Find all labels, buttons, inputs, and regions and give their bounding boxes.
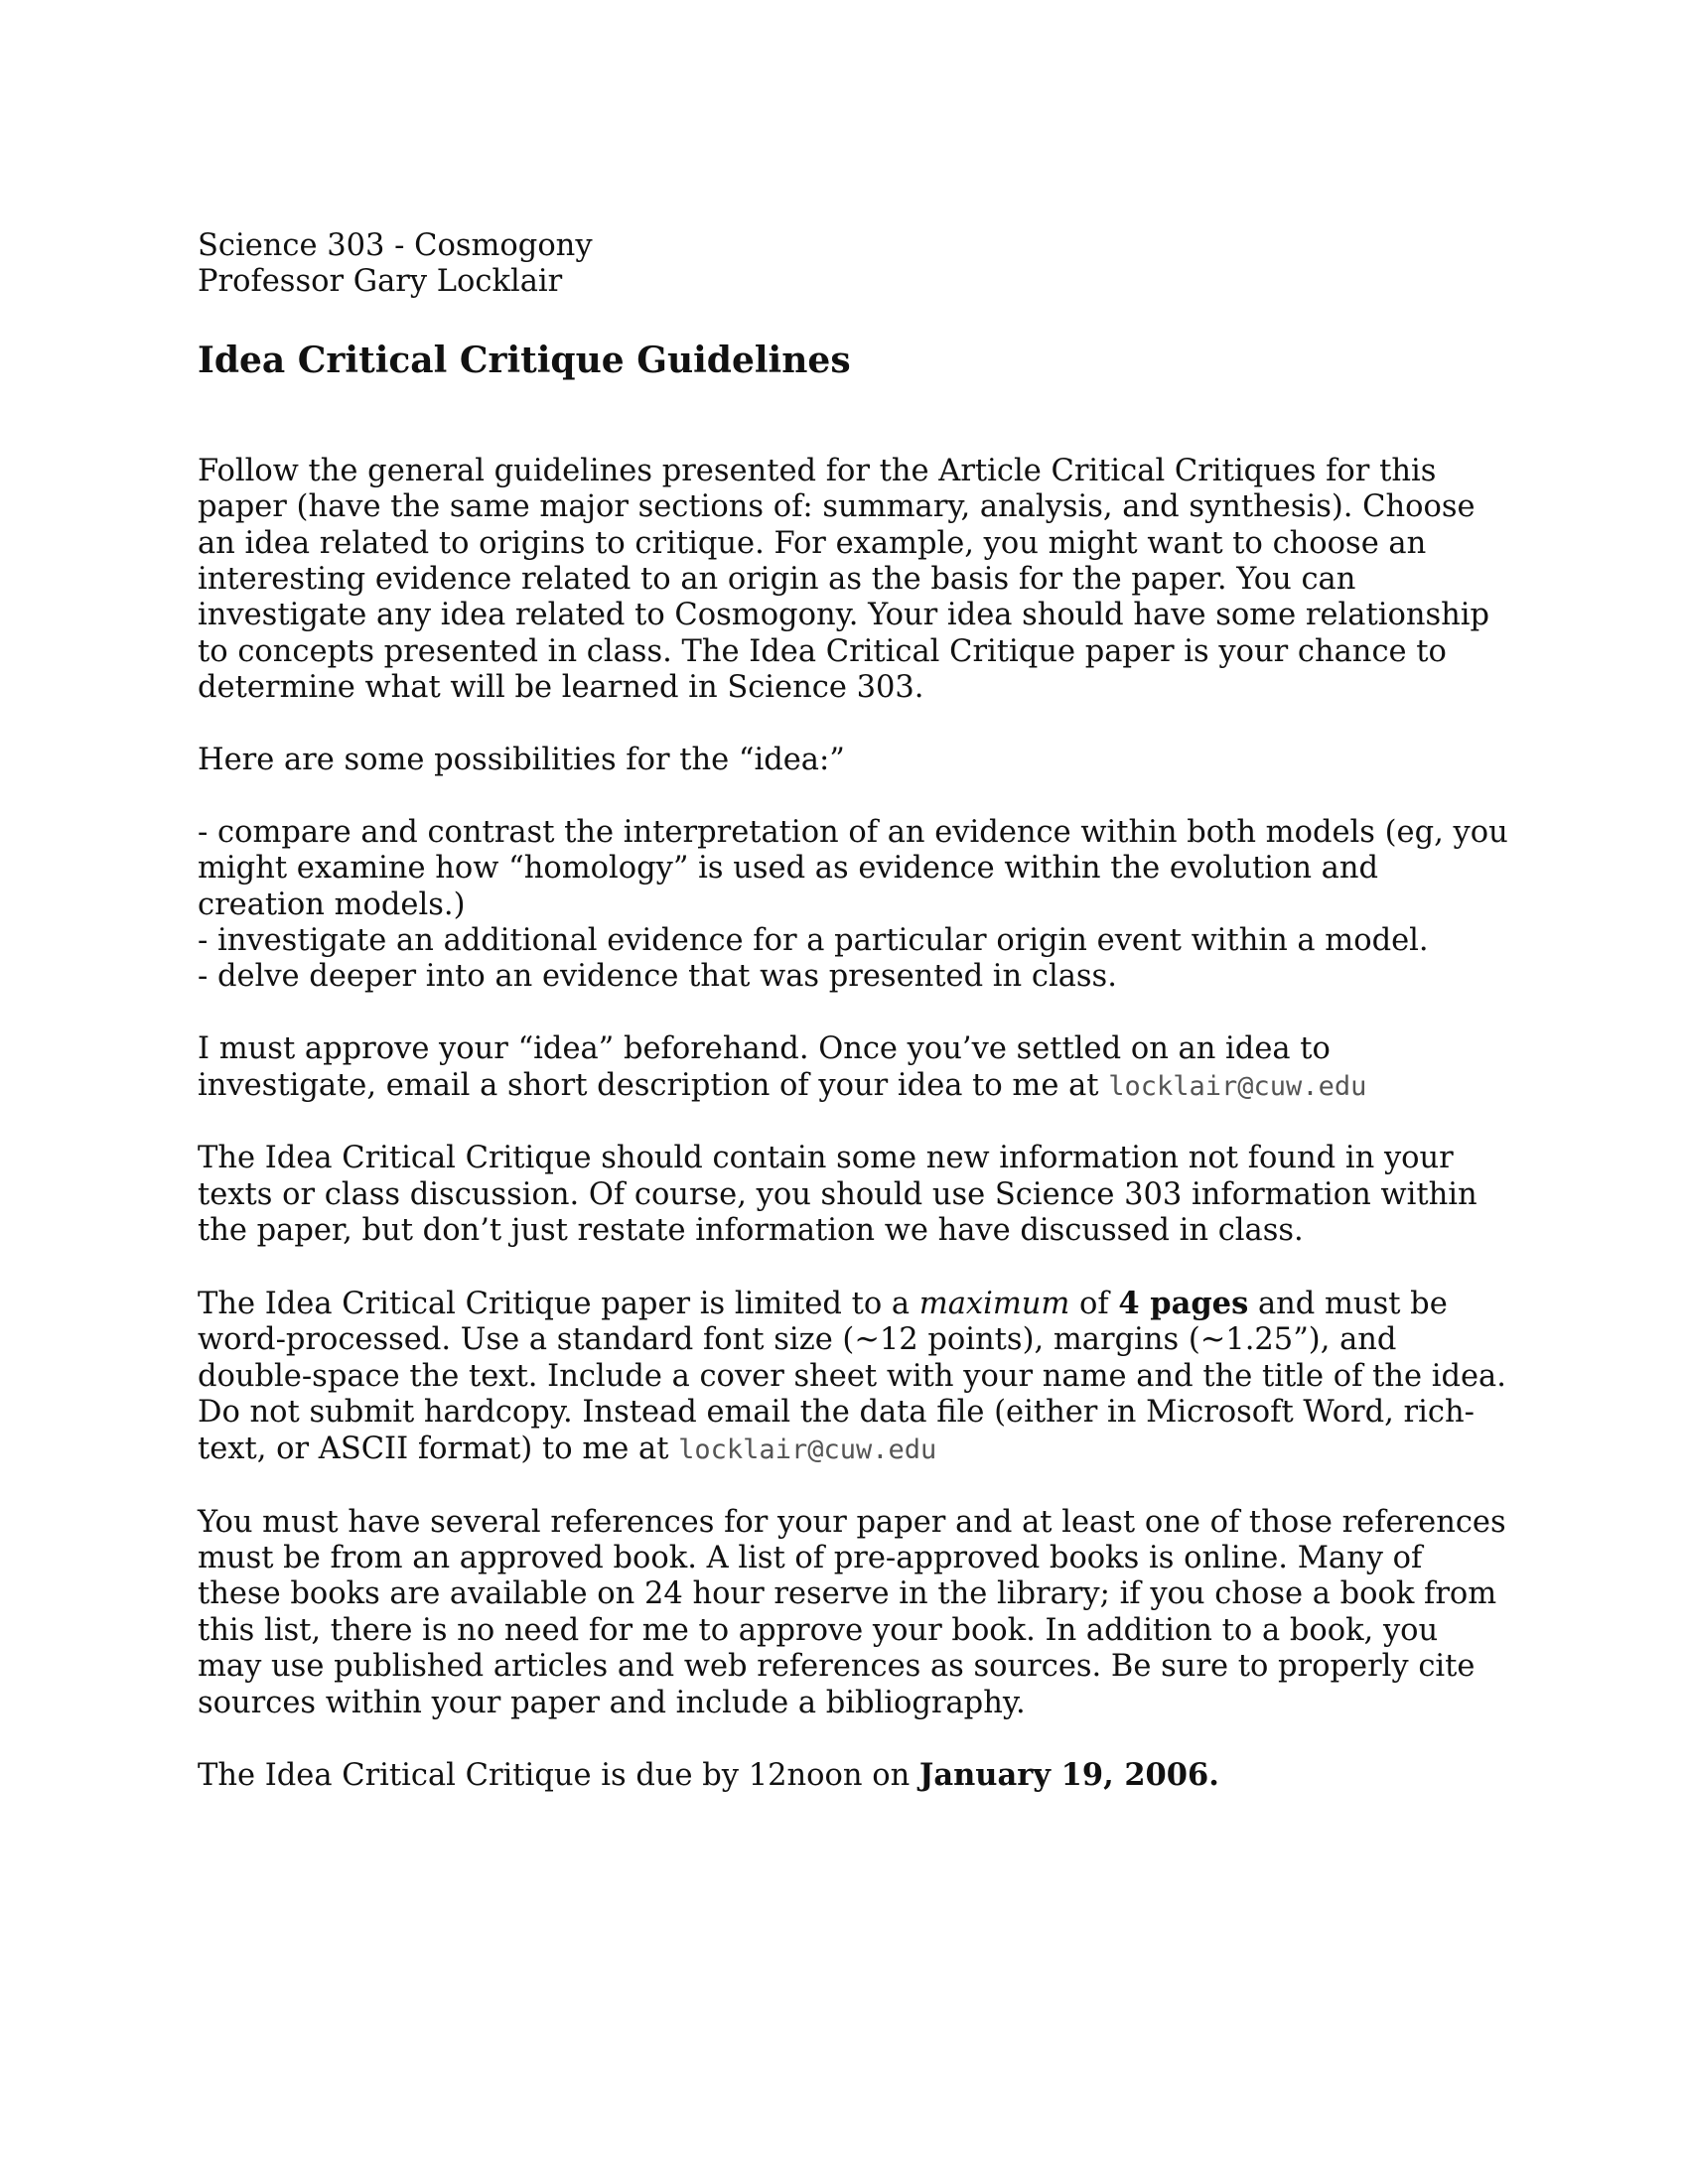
- page-limit-paragraph: [198, 1286, 1508, 1468]
- list-item: - investigate an additional evidence for a particular origin event within a model.: [198, 923, 1429, 959]
- course-name: Science 303 - Cosmogony: [198, 228, 593, 263]
- limit-text-3: and must be word-processed. Use a standard font size (~12 points), margins (~1.25”), and double-space the text. Include a cover sheet with your name and the title of the idea. Do not submit hardcopy. Instead email the data file (either in Microsoft Word, rich-text, or ASCII format) to me at: [198, 1287, 1506, 1466]
- intro-paragraph: Follow the general guidelines presented for the Article Critical Critiques for this paper (have the same major sections of: summary, analysis, and synthesis). Choose an idea related to origins to critique. For example, you might want to choose an interesting evidence related to an origin as the basis for the paper. You can investigate any idea related to Cosmogony. Your idea should have some relationship to concepts presented in class. The Idea Critical Critique paper is your chance to determine what will be learned in Science 303.: [198, 453, 1490, 706]
- document-title: Idea Critical Critique Guidelines: [198, 339, 851, 381]
- limit-text-2: of: [1079, 1287, 1109, 1322]
- references-paragraph: You must have several references for your paper and at least one of those references must be from an approved book. A list of pre-approved books is online. Many of these books are available on 24 hour reserve in the library; if you chose a book from this list, there is no need for me to approve your book. In addition to a book, you may use published articles and web references as sources. Be sure to properly cite sources within your paper and include a bibliography.: [198, 1504, 1506, 1720]
- due-text: The Idea Critical Critique is due by 12noon on: [198, 1758, 911, 1794]
- approval-paragraph: [198, 1031, 1508, 1105]
- due-date: January 19, 2006.: [918, 1757, 1219, 1794]
- due-date-paragraph: [198, 1757, 1508, 1794]
- new-info-paragraph: The Idea Critical Critique should contain some new information not found in your texts or class discussion. Of course, you should use Science 303 information within the paper, but don’t just restate information we have discussed in class.: [198, 1141, 1477, 1249]
- list-item: - compare and contrast the interpretation of an evidence within both models (eg, you might examine how “homology” is used as evidence within the evolution and creation models.): [198, 814, 1508, 922]
- limit-maximum: maximum: [918, 1287, 1070, 1322]
- approval-text: I must approve your “idea” beforehand. Once you’ve settled on an idea to investigate, email a short description of your idea to me at: [198, 1031, 1331, 1103]
- limit-text-1: The Idea Critical Critique paper is limited to a: [198, 1287, 911, 1322]
- email-link[interactable]: locklair@cuw.edu: [1108, 1070, 1367, 1102]
- list-item: - delve deeper into an evidence that was presented in class.: [198, 959, 1117, 995]
- possibilities-list: [198, 815, 1508, 996]
- possibilities-lead: Here are some possibilities for the “idea:”: [198, 743, 845, 778]
- professor-name: Professor Gary Locklair: [198, 264, 563, 300]
- document-body: [198, 228, 1508, 1831]
- limit-pages: 4 pages: [1118, 1286, 1249, 1322]
- email-link-2[interactable]: locklair@cuw.edu: [678, 1433, 937, 1465]
